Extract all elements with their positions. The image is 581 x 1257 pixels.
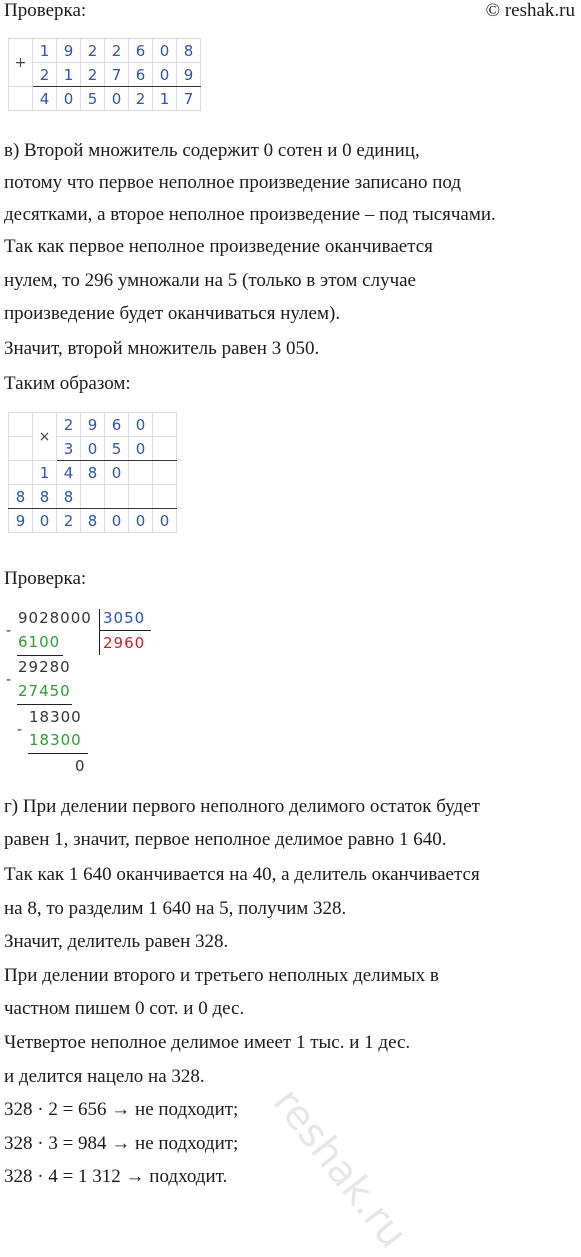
grid-cell: 2: [81, 39, 105, 63]
part-g-line-11: 328 · 3 = 984 → не подходит;: [4, 1133, 239, 1154]
part-g-line-8: Четвертое неполное делимое имеет 1 тыс. и 1 дес.: [4, 1032, 411, 1053]
grid-cell: [153, 437, 177, 461]
grid-cell: 2: [105, 39, 129, 63]
remainder-2: 18300: [29, 708, 82, 726]
part-v-line-8: Таким образом:: [4, 373, 131, 394]
grid-cell: 1: [57, 63, 81, 87]
grid-cell: [9, 437, 33, 461]
grid-cell: [9, 413, 33, 437]
part-v-line-3: десятками, а второе неполное произведение – под тысячами.: [4, 204, 496, 225]
grid-cell: 2: [57, 413, 81, 437]
grid-cell: 8: [81, 509, 105, 533]
grid-cell: 9: [81, 413, 105, 437]
grid-cell: 5: [105, 437, 129, 461]
part-v-line-4: Так как первое неполное произведение оканчивается: [4, 236, 433, 257]
part-g-line-1: г) При делении первого неполного делимого остаток будет: [4, 796, 480, 817]
grid-cell: [129, 461, 153, 485]
grid-cell: 2: [33, 63, 57, 87]
grid-cell: 0: [153, 509, 177, 533]
site-credit: © reshak.ru: [485, 0, 575, 21]
grid-cell: 8: [57, 485, 81, 509]
step-line: [17, 655, 63, 656]
grid-cell: 0: [81, 437, 105, 461]
grid-cell: 2: [81, 63, 105, 87]
grid-cell: [81, 485, 105, 509]
grid-cell: 9: [177, 63, 201, 87]
step-line: [17, 704, 72, 705]
grid-cell: 0: [105, 509, 129, 533]
check-label-2: Проверка:: [4, 568, 87, 589]
part-v-line-5: нулем, то 296 умножали на 5 (только в этом случае: [4, 270, 416, 291]
grid-cell: [9, 461, 33, 485]
grid-cell: 6: [129, 63, 153, 87]
grid-cell: 8: [33, 485, 57, 509]
part-v-line-1: в) Второй множитель содержит 0 сотен и 0 единиц,: [4, 140, 420, 161]
part-g-line-7: частном пишем 0 сот. и 0 дес.: [4, 998, 245, 1019]
remainder-3: 0: [75, 757, 86, 775]
subtrahend-1: 6100: [18, 633, 61, 651]
grid-cell: 0: [153, 39, 177, 63]
grid-cell: 0: [129, 437, 153, 461]
addition-grid: [8, 38, 201, 111]
grid-cell: [105, 485, 129, 509]
grid-cell: 1: [33, 39, 57, 63]
part-g-line-4: на 8, то разделим 1 640 на 5, получим 328.: [4, 898, 347, 919]
grid-cell: 0: [105, 461, 129, 485]
minus-sign: -: [17, 722, 23, 738]
part-g-line-9: и делится нацело на 328.: [4, 1066, 205, 1087]
grid-cell: [153, 461, 177, 485]
grid-cell: 8: [81, 461, 105, 485]
grid-cell: 6: [129, 39, 153, 63]
grid-cell: 2: [57, 509, 81, 533]
divisor-underline: [99, 630, 151, 631]
part-g-line-3: Так как 1 640 оканчивается на 40, а делитель оканчивается: [4, 864, 480, 885]
grid-cell: 4: [33, 87, 57, 111]
minus-sign: -: [6, 623, 12, 639]
remainder-1: 29280: [18, 658, 71, 676]
grid-cell: 3: [57, 437, 81, 461]
divisor: 3050: [103, 609, 146, 627]
part-g-line-6: При делении второго и третьего неполных делимых в: [4, 965, 439, 986]
grid-cell: 2: [129, 87, 153, 111]
grid-cell: 9: [57, 39, 81, 63]
subtrahend-2: 27450: [18, 682, 71, 700]
watermark: reshak.ru: [263, 1080, 417, 1257]
grid-cell: [153, 413, 177, 437]
grid-cell: 5: [81, 87, 105, 111]
check-label: Проверка:: [4, 0, 87, 21]
grid-cell: 7: [105, 63, 129, 87]
grid-cell: 0: [129, 509, 153, 533]
part-g-line-5: Значит, делитель равен 328.: [4, 931, 229, 952]
grid-cell: 1: [33, 461, 57, 485]
grid-cell: [129, 485, 153, 509]
grid-cell: 8: [9, 485, 33, 509]
grid-cell: 9: [9, 509, 33, 533]
grid-cell: 0: [57, 87, 81, 111]
part-g-line-2: равен 1, значит, первое неполное делимое равно 1 640.: [4, 829, 447, 850]
grid-cell: [9, 87, 33, 111]
subtrahend-3: 18300: [29, 731, 82, 749]
grid-cell: 8: [177, 39, 201, 63]
part-g-line-12: 328 · 4 = 1 312 → подходит.: [4, 1166, 228, 1187]
division-vertical-line: [99, 609, 100, 655]
grid-cell: 0: [129, 413, 153, 437]
grid-cell: 6: [105, 413, 129, 437]
grid-cell: 0: [33, 509, 57, 533]
part-g-line-10: 328 · 2 = 656 → не подходит;: [4, 1099, 239, 1120]
part-v-line-2: потому что первое неполное произведение записано под: [4, 172, 462, 193]
plus-sign: +: [9, 39, 33, 87]
dividend: 9028000: [18, 609, 92, 627]
grid-cell: [153, 485, 177, 509]
grid-cell: 0: [105, 87, 129, 111]
minus-sign: -: [6, 672, 12, 688]
grid-cell: 0: [153, 63, 177, 87]
grid-cell: 1: [153, 87, 177, 111]
times-sign: ×: [33, 413, 57, 461]
grid-cell: 4: [57, 461, 81, 485]
grid-cell: 7: [177, 87, 201, 111]
step-line: [28, 753, 88, 754]
quotient: 2960: [103, 634, 146, 652]
part-v-line-7: Значит, второй множитель равен 3 050.: [4, 338, 320, 359]
multiplication-grid: [8, 412, 177, 533]
part-v-line-6: произведение будет оканчиваться нулем).: [4, 303, 341, 324]
